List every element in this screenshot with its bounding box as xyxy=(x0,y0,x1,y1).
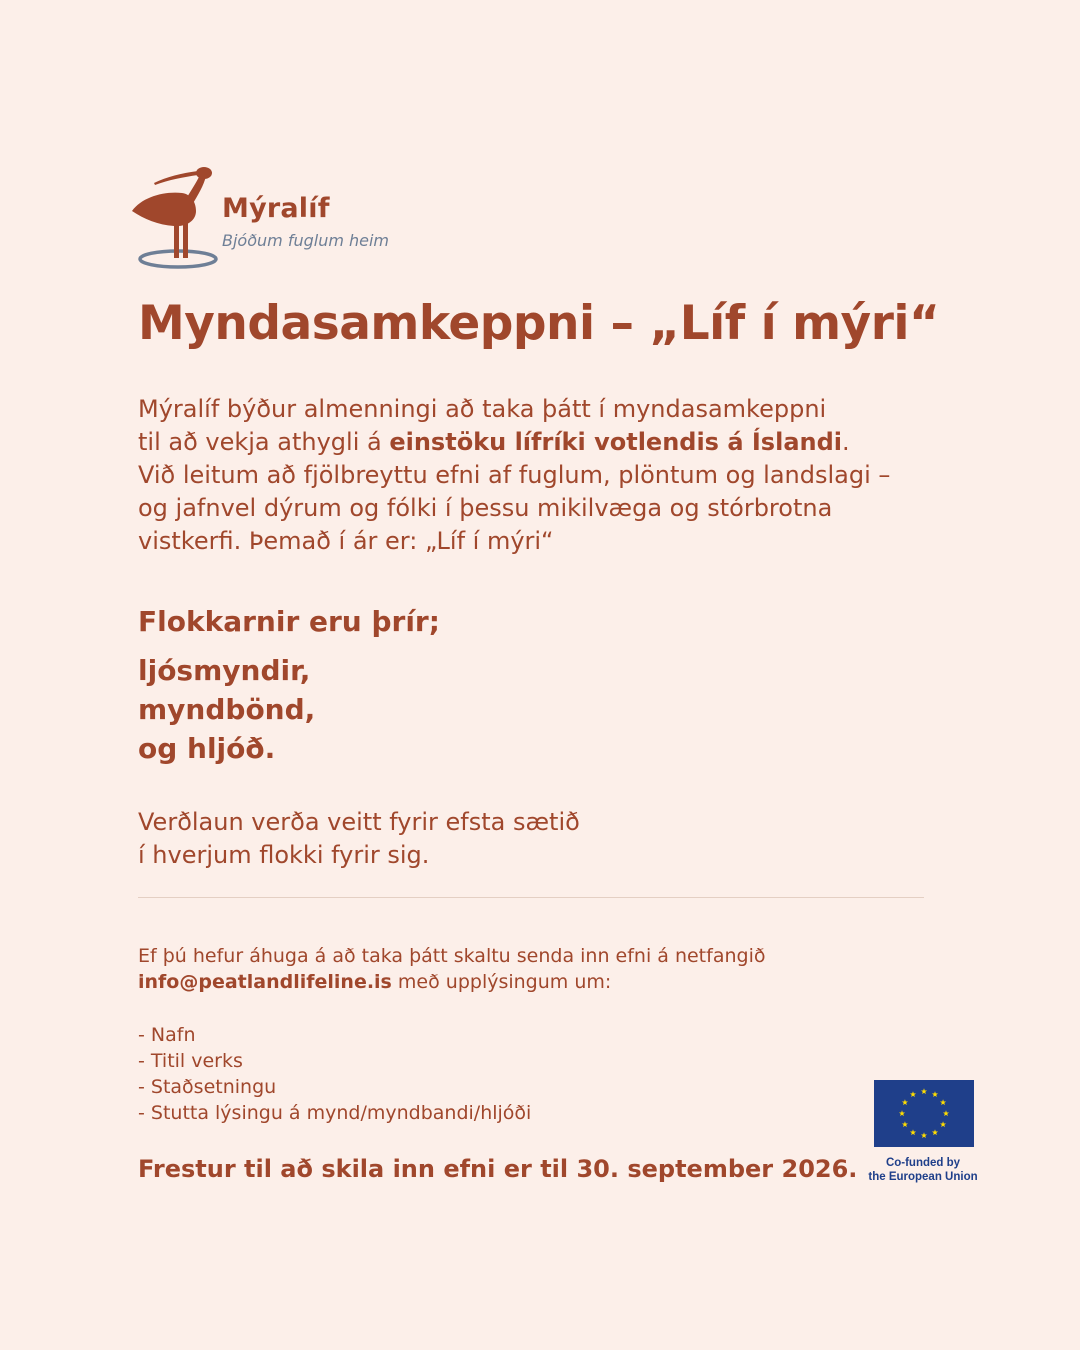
requirement-item: - Nafn xyxy=(138,1024,196,1046)
eu-caption-line-2: the European Union xyxy=(868,1171,978,1183)
intro-line-4: og jafnvel dýrum og fólki í þessu mikilvæga og stórbrotna xyxy=(138,494,833,522)
email-link[interactable]: info@peatlandlifeline.is xyxy=(138,971,392,993)
requirement-item: - Stutta lýsingu á mynd/myndbandi/hljóði xyxy=(138,1102,532,1124)
intro-line-5: vistkerfi. Þemað í ár er: „Líf í mýri“ xyxy=(138,527,554,555)
eu-cofunded-badge xyxy=(863,1080,983,1190)
intro-line-2-pre: til að vekja athygli á xyxy=(138,428,390,456)
requirement-item: - Staðsetningu xyxy=(138,1076,277,1098)
category-item: og hljóð. xyxy=(138,732,276,765)
deadline-text: Frestur til að skila inn efni er til 30. september 2026. xyxy=(138,1155,858,1183)
wading-bird-icon xyxy=(130,163,225,273)
requirement-item: - Titil verks xyxy=(138,1050,243,1072)
submission-line-2-post: með upplýsingum um: xyxy=(391,971,612,993)
divider xyxy=(138,897,924,898)
page-title: Myndasamkeppni – „Líf í mýri“ xyxy=(138,296,940,351)
intro-line-2 xyxy=(138,426,938,459)
brand-tagline: Bjóðum fuglum heim xyxy=(222,231,390,250)
intro-line-3: Við leitum að fjölbreyttu efni af fuglum, plöntum og landslagi – xyxy=(138,461,891,489)
intro-highlight: einstöku lífríki votlendis á Íslandi xyxy=(389,428,843,456)
category-item: myndbönd, xyxy=(138,693,316,726)
intro-paragraph xyxy=(138,393,938,558)
myralif-logo xyxy=(130,163,430,273)
brand-name: Mýralíf xyxy=(222,193,330,224)
prize-line-1: Verðlaun verða veitt fyrir efsta sætið xyxy=(138,808,580,836)
categories-list xyxy=(138,651,315,768)
eu-flag-icon xyxy=(874,1080,974,1147)
eu-caption-line-1: Co-funded by xyxy=(885,1157,961,1169)
eu-caption xyxy=(863,1156,983,1184)
requirements-list xyxy=(138,1022,531,1126)
submission-line-2 xyxy=(138,969,765,995)
prize-text xyxy=(138,806,580,872)
intro-line-1: Mýralíf býður almenningi að taka þátt í myndasamkeppni xyxy=(138,395,827,423)
category-item: ljósmyndir, xyxy=(138,654,311,687)
intro-line-2-post: . xyxy=(842,428,850,456)
submission-instructions xyxy=(138,943,765,995)
categories-heading: Flokkarnir eru þrír; xyxy=(138,605,440,638)
submission-line-1: Ef þú hefur áhuga á að taka þátt skaltu senda inn efni á netfangið xyxy=(138,945,766,967)
prize-line-2: í hverjum flokki fyrir sig. xyxy=(138,841,430,869)
